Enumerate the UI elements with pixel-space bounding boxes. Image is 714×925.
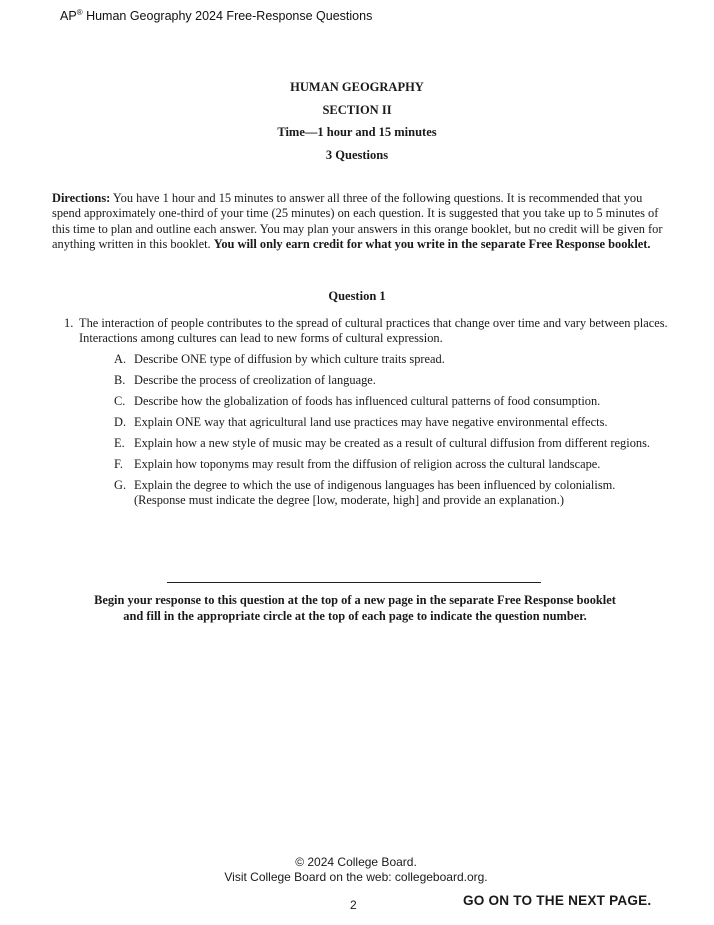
question-part-f	[114, 457, 654, 472]
part-text: Explain ONE way that agricultural land use practices may have negative environmental effects.	[134, 415, 608, 429]
next-page-notice: GO ON TO THE NEXT PAGE.	[463, 893, 652, 908]
question-number: 1.	[64, 316, 74, 330]
question-stem-text: The interaction of people contributes to the spread of cultural practices that change over time and vary between places. Interactions among cultures can lead to new forms of cultural expression.	[79, 316, 668, 345]
registered-mark: ®	[76, 7, 83, 17]
part-letter: C.	[114, 394, 126, 408]
part-letter: G.	[114, 478, 127, 492]
part-letter: E.	[114, 436, 125, 450]
directions-body: You have 1 hour and 15 minutes to answer all three of the following questions. It is recommended that you spend approximately one-third of your time (25 minutes) on each question. It is suggested that you take up to 5 minutes of this time to plan and outline each answer. You may plan your answers in this orange booklet, but no credit will be given for anything written in this booklet.	[52, 191, 663, 251]
time-limit: Time—1 hour and 15 minutes	[277, 125, 437, 139]
question-parts	[114, 352, 654, 514]
instruction-line-2: and fill in the appropriate circle at the top of each page to indicate the question number.	[123, 608, 587, 623]
part-text: Describe ONE type of diffusion by which culture traits spread.	[134, 352, 445, 366]
section-titles	[0, 79, 714, 169]
question-part-b	[114, 373, 654, 388]
part-text: Explain how toponyms may result from the diffusion of religion across the cultural landscape.	[134, 457, 601, 471]
part-letter: F.	[114, 457, 123, 471]
header-brand: AP	[60, 9, 77, 23]
directions	[52, 191, 664, 252]
part-letter: B.	[114, 373, 126, 387]
question-part-a	[114, 352, 654, 367]
divider-rule	[167, 582, 541, 583]
part-text: Describe how the globalization of foods has influenced cultural patterns of food consumption.	[134, 394, 601, 408]
footer-copyright	[0, 855, 712, 885]
part-letter: D.	[114, 415, 127, 429]
question-part-d	[114, 415, 654, 430]
directions-label: Directions:	[52, 191, 111, 205]
page-number: 2	[350, 898, 357, 912]
subject-title: HUMAN GEOGRAPHY	[290, 80, 424, 94]
directions-emphasis: You will only earn credit for what you write in the separate Free Response booklet.	[213, 236, 651, 251]
question-heading: Question 1	[328, 289, 386, 303]
instruction-line-1: Begin your response to this question at the top of a new page in the separate Free Response booklet	[94, 593, 616, 607]
response-instruction	[0, 593, 710, 624]
part-text: Explain how a new style of music may be created as a result of cultural diffusion from different regions.	[134, 436, 651, 450]
header-title: Human Geography 2024 Free-Response Questions	[82, 9, 373, 23]
question-part-c	[114, 394, 654, 409]
part-text: Explain the degree to which the use of indigenous languages has been influenced by colonialism. (Response must indicate the degree [low, moderate, high] and provide an explanation.)	[134, 478, 616, 507]
copyright-text: © 2024 College Board.	[295, 855, 417, 869]
part-text: Describe the process of creolization of language.	[134, 373, 376, 387]
question-stem	[64, 316, 669, 346]
running-header	[60, 9, 372, 23]
question-count: 3 Questions	[325, 147, 389, 162]
part-letter: A.	[114, 352, 127, 366]
question-part-g	[114, 478, 654, 508]
section-label: SECTION II	[322, 102, 392, 117]
visit-text: Visit College Board on the web: collegeboard.org.	[224, 870, 488, 884]
question-part-e	[114, 436, 654, 451]
